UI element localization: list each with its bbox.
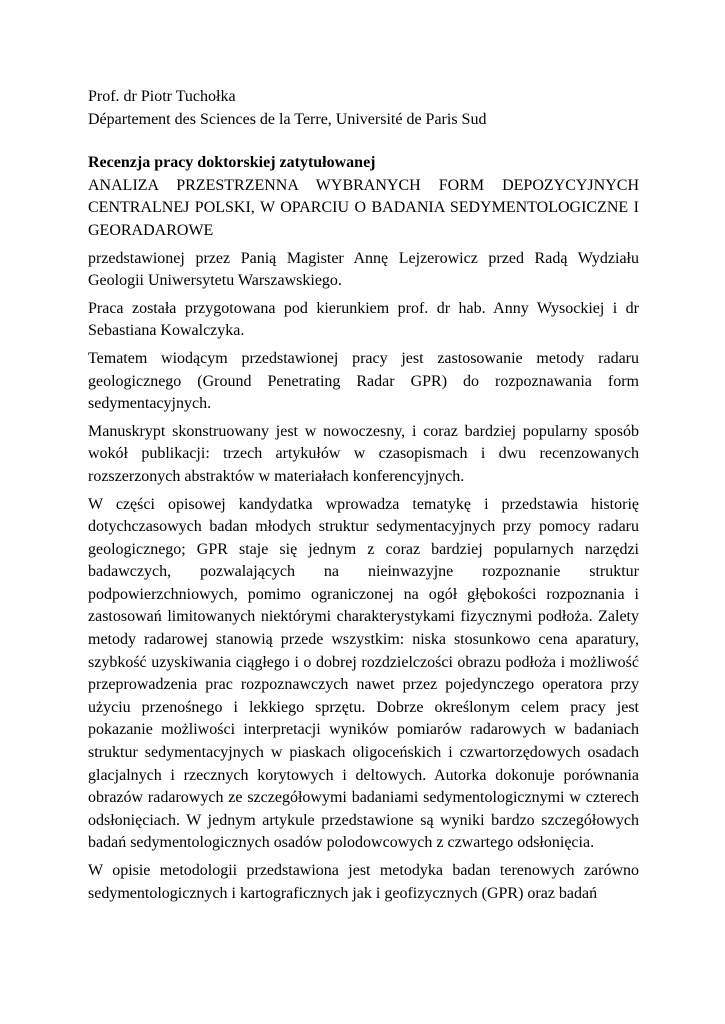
paragraph-methodology: W opisie metodologii przedstawiona jest metodyka badan terenowych zarówno sedymentologicznych i kartograficznych jak i geofizycznych (GPR) oraz badań [88, 862, 639, 902]
paragraph-main-topic: Tematem wiodącym przedstawionej pracy jest zastosowanie metody radaru geologicznego (Ground Penetrating Radar GPR) do rozpoznawania form sedymentacyjnych. [88, 349, 639, 413]
paragraph-manuscript-structure: Manuskrypt skonstruowany jest w nowoczesny, i coraz bardziej popularny sposób wokół publikacji: trzech artykułów w czasopismach i dwu recenzowanych rozszerzonych abstraktów w materiałach konferencyjnych. [88, 422, 639, 485]
paragraph-descriptive-part: W części opisowej kandydatka wprowadza tematykę i przedstawia historię dotychczasowych badan młodych struktur sedymentacyjnych przy pomocy radaru geologicznego; GPR staje się jednym z coraz bardziej popularnych narzędzi badawczych, pozwalających na nieinwazyjne rozpoznanie struktur podpowierzchniowych, pomimo ograniczonej na ogół głębokości rozpoznania i zastosowań limitowanych niektórymi charakterystykami fizycznymi podłoża. Zalety metody radarowej stanowią przede wszystkim: niska stosunkowo cena aparatury, szybkość uzyskiwania ciągłego i o dobrej rozdzielczości obrazu podłoża i możliwość przeprowadzenia prac rozpoznawczych nawet przez pojedynczego operatora przy użyciu przenośnego i lekkiego sprzętu. Dobrze określonym celem pracy jest pokazanie możliwości interpretacji wyników pomiarów radarowych w badaniach struktur sedymentacyjnych w piaskach oligoceńskich i czwartorzędowych osadach glacjalnych i rzecznych korytowych i deltowych. Autorka dokonuje porównania obrazów radarowych ze szczegółowymi badaniami sedymentologicznymi w czterech odsłonięciach. W jednym artykule przedstawione są wyniki bardzo szczegółowych badań sedymentologicznych osadów polodowcowych z czwartego odsłonięcia. [88, 495, 639, 852]
author-name: Prof. dr Piotr Tuchołka [88, 88, 236, 105]
review-title: Recenzja pracy doktorskiej zatytułowanej [88, 154, 376, 172]
document-page [88, 86, 639, 910]
paragraph-supervisors: Praca została przygotowana pod kierunkiem prof. dr hab. Anny Wysockiej i dr Sebastiana Kowalczyka. [88, 299, 639, 340]
paragraph-presented-by: przedstawionej przez Panią Magister Annę Lejzerowicz przed Radą Wydziału Geologii Uniwersytetu Warszawskiego. [88, 249, 639, 290]
letter-header [88, 86, 639, 131]
thesis-title: ANALIZA PRZESTRZENNA WYBRANYCH FORM DEPOZYCYJNYCH CENTRALNEJ POLSKI, W OPARCIU O BADANIA SEDYMENTOLOGICZNE I GEORADAROWE [88, 176, 639, 239]
author-affiliation: Département des Sciences de la Terre, Université de Paris Sud [88, 110, 487, 128]
